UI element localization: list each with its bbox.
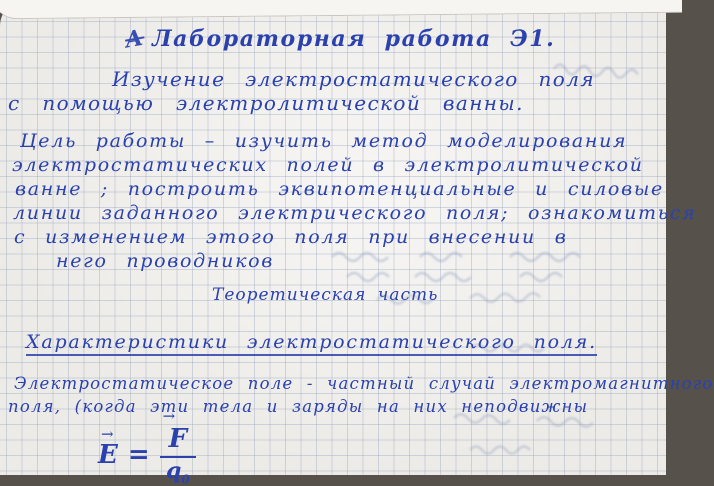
goal-paragraph-line-1: Цель работы – изучить метод моделирования (20, 130, 628, 152)
goal-paragraph-line-3: ванне ; построить эквипотенциальные и силовые (15, 178, 664, 200)
ink-bleed-through (345, 268, 625, 282)
definition-line-2: поля, (когда эти тела и заряды на них неподвижны (8, 397, 589, 416)
page-title-text: Лабораторная работа Э1. (152, 26, 556, 52)
ink-bleed-through (468, 442, 563, 455)
goal-paragraph-line-5: с изменением этого поля при внесении в (14, 226, 568, 248)
formula-numerator-F-vector: F → (160, 424, 196, 458)
formula-lhs-E-vector: E → (98, 440, 118, 470)
formula-denominator-q0: $q_0$ (165, 458, 190, 486)
goal-paragraph-line-4: линии заданного электрического поля; ознакомиться (13, 202, 697, 224)
goal-paragraph-line-6: него проводников (56, 250, 275, 272)
ink-bleed-through (330, 248, 630, 262)
definition-line-1: Электростатическое поле - частный случай электромагнитного (14, 374, 714, 393)
page-title (60, 26, 620, 52)
strikethrough-mark: А (122, 24, 147, 54)
formula-fraction (160, 424, 196, 485)
subsection-heading: Характеристики электростатического поля. (26, 331, 598, 353)
section-heading: Теоретическая часть (212, 285, 439, 305)
goal-paragraph-line-2: электростатических полей в электролитической (12, 154, 644, 176)
page-top-edge (0, 0, 682, 19)
formula-electric-field (98, 424, 196, 485)
subtitle-line-1: Изучение электростатического поля (112, 67, 596, 91)
subtitle-line-2: с помощью электролитической ванны. (8, 91, 524, 115)
formula-equals-sign: = (127, 439, 150, 470)
